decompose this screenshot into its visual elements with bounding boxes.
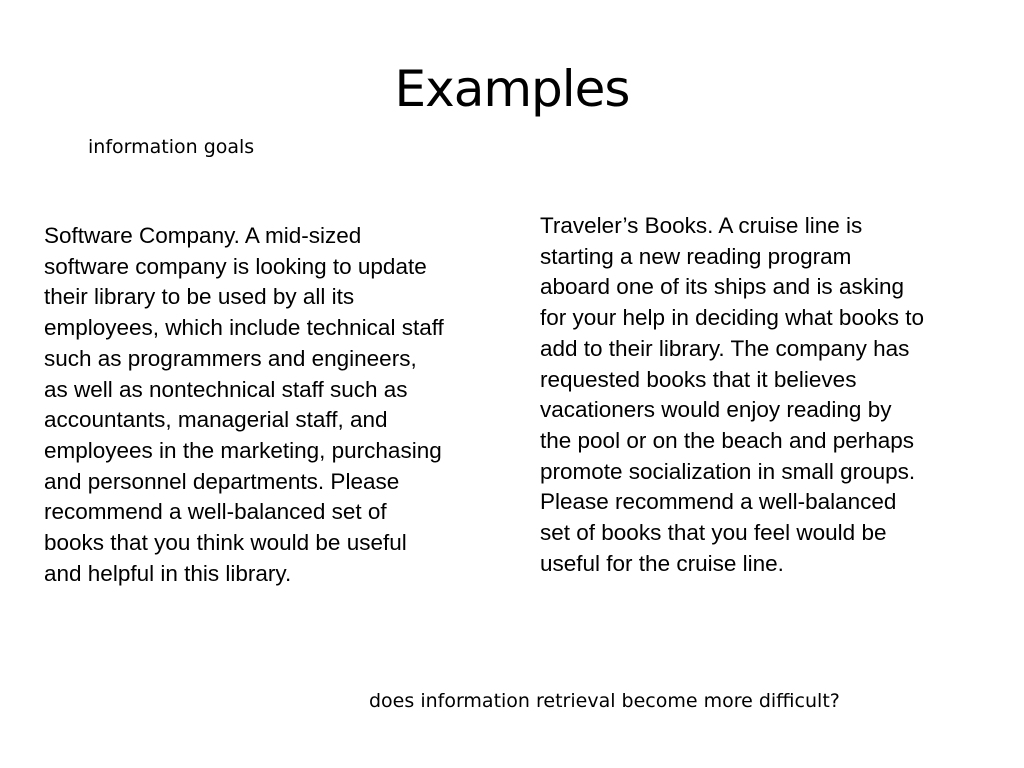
slide-title: Examples [394,60,630,118]
closing-question: does information retrieval become more difficult? [369,690,840,712]
travelers-books-example: Traveler’s Books. A cruise line is starting a new reading program aboard one of its ships and is asking for your help in deciding what books to add to their library. The company has requested books that it believes vacationers would enjoy reading by the pool or on the beach and perhaps promote socialization in small groups. Please recommend a well-balanced set of books that you feel would be useful for the cruise line. [540,213,924,576]
slide-subtitle: information goals [88,136,255,158]
software-company-example: Software Company. A mid-sized software company is looking to update their library to be used by all its employees, which include technical staff such as programmers and engineers, as well as nontechnical staff such as accountants, managerial staff, and employees in the marketing, purchasing and personnel departments. Please recommend a well-balanced set of books that you think would be useful and helpful in this library. [44,223,444,586]
